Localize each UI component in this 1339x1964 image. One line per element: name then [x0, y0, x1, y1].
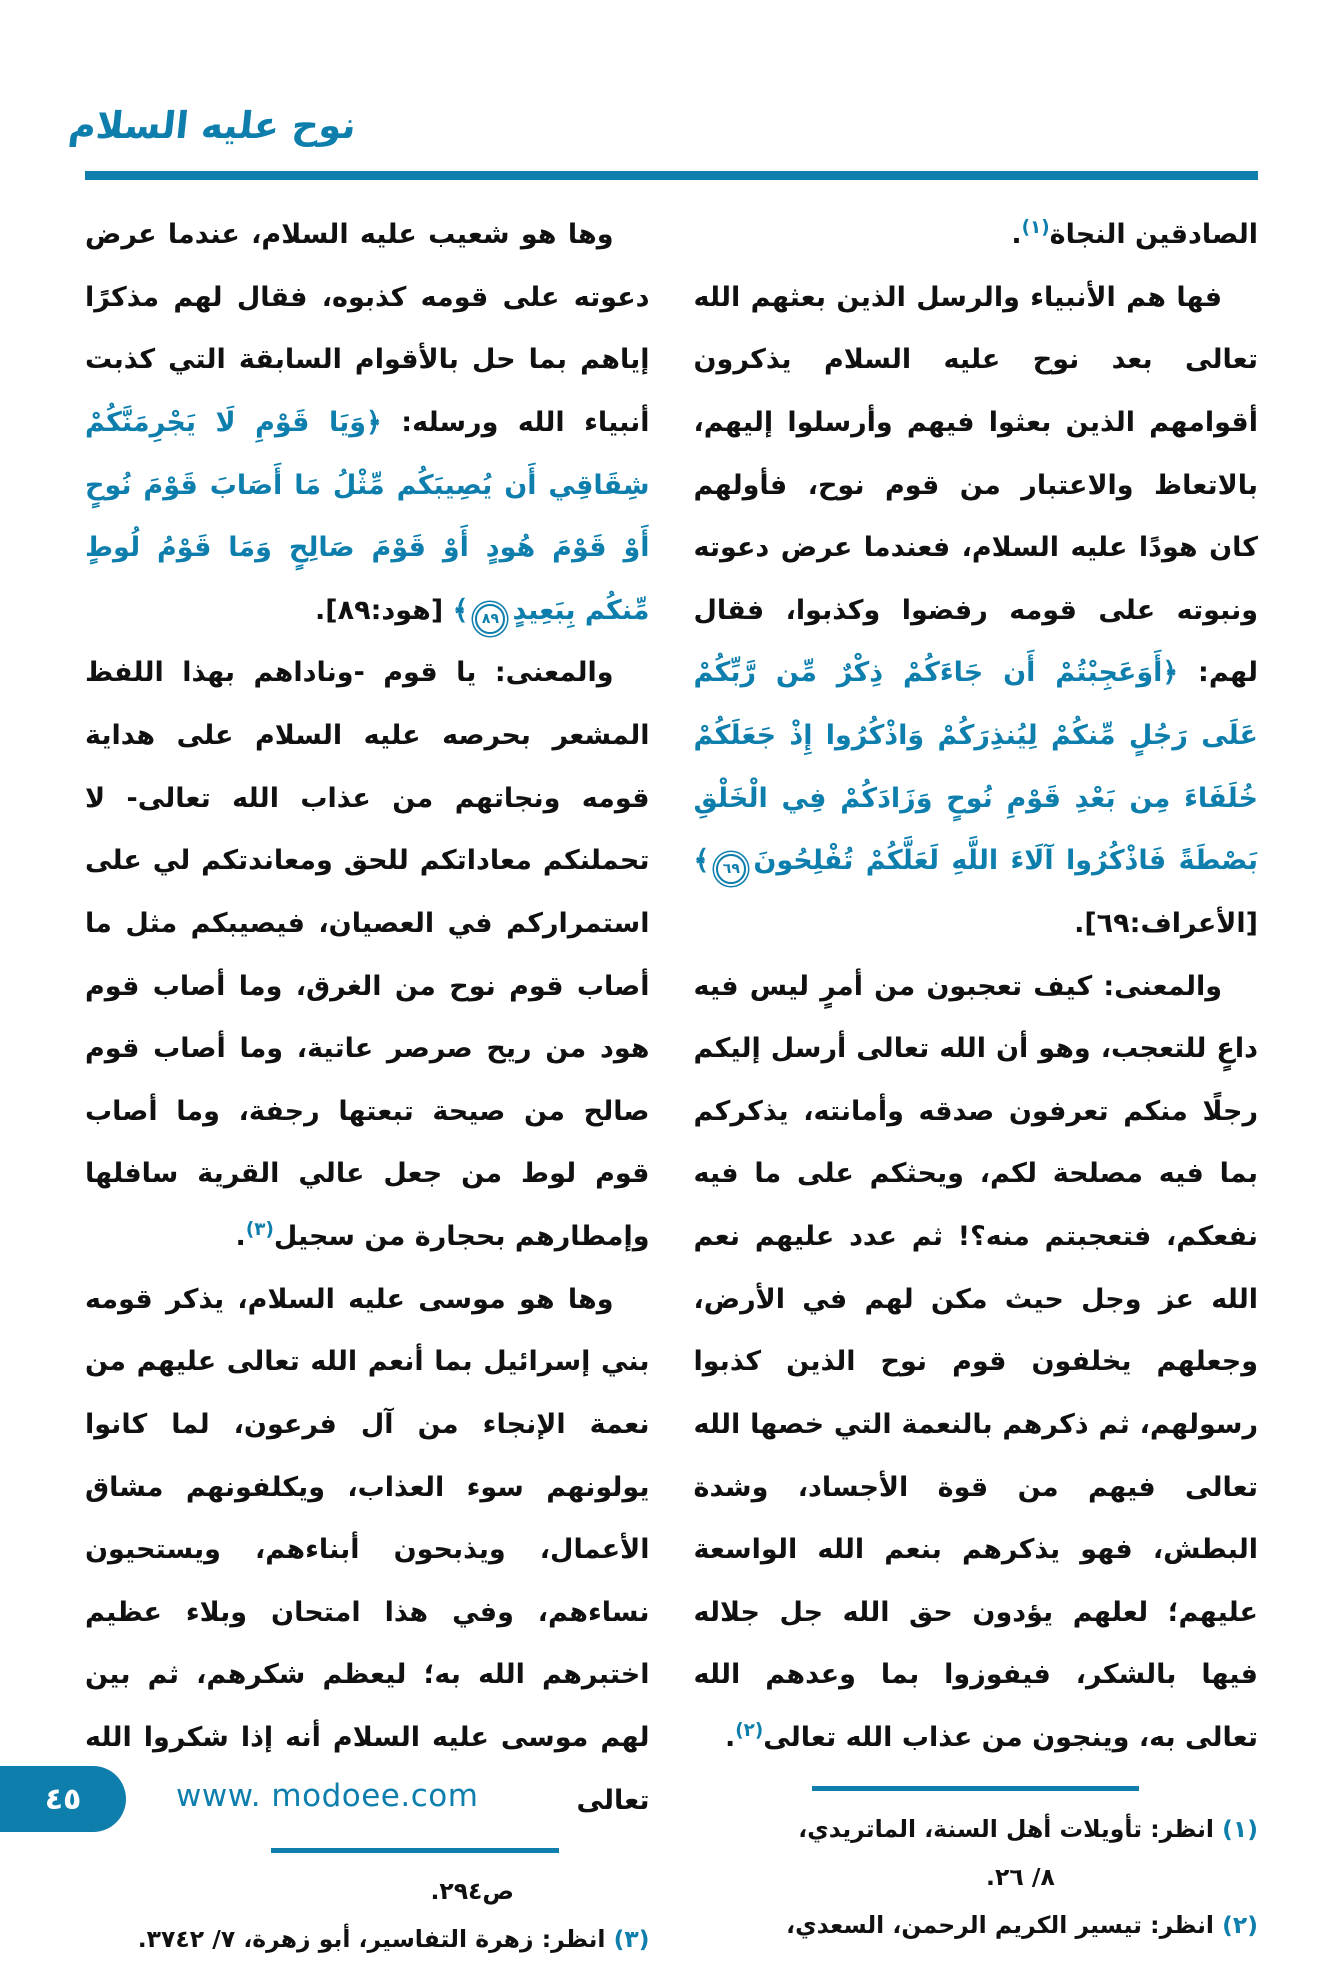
- footnote-ref-marker: (٣): [245, 1219, 274, 1240]
- page-number-badge: [0, 1766, 126, 1832]
- footnote-ref-marker: (٢): [735, 1720, 764, 1741]
- body-text: انظر: تأويلات أهل السنة، الماتريدي،: [798, 1814, 1214, 1843]
- paragraph: [85, 1269, 650, 1833]
- ayah-number-badge: ٦٩: [716, 854, 746, 884]
- body-text: فها هم الأنبياء والرسل الذين بعثهم الله تعالى بعد نوح عليه السلام يذكرون أقوامهم الذين بعثوا فيهم وأرسلوا إليهم، بالاتعاظ والاعتبار من قوم نوح، فأولهم كان هودًا عليه السلام، فعندما عرض دعوته ونبوته على قومه رفضوا وكذبوا، فقال لهم:: [693, 281, 1258, 689]
- body-text: انظر: زهرة التفاسير، أبو زهرة، ٧/ ٣٧٤٢.: [137, 1925, 606, 1954]
- body-text: [الأعراف:٦٩].: [1074, 907, 1258, 939]
- paragraph: [694, 267, 1259, 956]
- running-header-title: نوح عليه السلام: [66, 104, 359, 147]
- footnote-marker: (٣): [605, 1925, 650, 1954]
- footnote-continuation: [85, 1867, 514, 1915]
- quran-verse-text: ﴾: [452, 594, 469, 626]
- footnote-marker: (١): [1213, 1814, 1258, 1843]
- body-text: .: [1011, 219, 1022, 250]
- footnote-separator: [812, 1786, 1139, 1791]
- footnote-ref-marker: (١): [1021, 217, 1050, 238]
- body-text: [هود:٨٩].: [315, 594, 453, 626]
- paragraph: [85, 204, 650, 642]
- paragraph: [694, 956, 1259, 1770]
- quran-verse-text: ﴿أَوَعَجِبْتُمْ أَن جَاءَكُمْ ذِكْرٌ مِّن رَّبِّكُمْ عَلَى رَجُلٍ مِّنكُمْ لِيُنذِرَكُمْ وَاذْكُرُوا إِذْ جَعَلَكُمْ خُلَفَاءَ مِن بَعْدِ قَوْمِ نُوحٍ وَزَادَكُمْ فِي الْخَلْقِ بَصْطَةً فَاذْكُرُوا آلَاءَ اللَّهِ لَعَلَّكُمْ تُفْلِحُونَ: [693, 657, 1258, 877]
- footnote-separator: [271, 1848, 559, 1853]
- ayah-number-badge: ٨٩: [475, 604, 505, 634]
- footnote-marker: (٢): [1213, 1910, 1258, 1939]
- footnote-continuation: [694, 1853, 1055, 1901]
- body-text: انظر: تيسير الكريم الرحمن، السعدي،: [786, 1910, 1214, 1939]
- paragraph: [694, 204, 1259, 267]
- body-text: وها هو موسى عليه السلام، يذكر قومه بني إسرائيل بما أنعم الله تعالى عليهم من نعمة الإنجاء من آل فرعون، لما كانوا يولونهم سوء العذاب، ويكلفونهم مشاق الأعمال، ويذبحون أبناءهم، ويستحيون نساءهم، وفي هذا امتحان وبلاء عظيم اختبرهم الله به؛ ليعظم شكرهم، ثم بين لهم موسى عليه السلام أنه إذا شكروا الله تعالى: [85, 1283, 650, 1816]
- header-rule: [85, 171, 1258, 180]
- footnote: [694, 1805, 1259, 1853]
- body-text: ص٢٩٤.: [430, 1877, 515, 1906]
- body-text: والمعنى: يا قوم -وناداهم بهذا اللفظ المشعر بحرصه عليه السلام على هداية قومه ونجاتهم من عذاب الله تعالى- لا تحملنكم معاداتكم للحق ومعاندتكم لي على استمراركم في العصيان، فيصيبكم مثل ما أصاب قوم نوح من الغرق، وما أصاب قوم هود من ريح صرصر عاتية، وما أصاب قوم صالح من صيحة تبعتها رجفة، وما أصاب قوم لوط من جعل عالي القرية سافلها وإمطارهم بحجارة من سجيل: [85, 657, 650, 1252]
- body-text: وها هو شعيب عليه السلام، عندما عرض دعوته على قومه كذبوه، فقال لهم مذكرًا إياهم بما حل بالأقوام السابقة التي كذبت أنبياء الله ورسله:: [85, 219, 650, 438]
- quran-verse-text: ﴾: [693, 845, 710, 877]
- body-text: ٨/ ٢٦.: [986, 1862, 1055, 1891]
- quran-verse-text: ﴿وَيَا قَوْمِ لَا يَجْرِمَنَّكُمْ شِقَاقِي أَن يُصِيبَكُم مِّثْلُ مَا أَصَابَ قَوْمَ نُوحٍ أَوْ قَوْمَ هُودٍ أَوْ قَوْمَ صَالِحٍ وَمَا قَوْمُ لُوطٍ مِّنكُم بِبَعِيدٍ: [85, 406, 650, 626]
- page-number: ٤٥: [44, 1781, 82, 1817]
- body-text: الصادقين النجاة: [1049, 219, 1258, 250]
- website-text: www. modoee.com: [176, 1778, 479, 1814]
- column-right: [693, 204, 1259, 1939]
- footnote: [85, 1915, 650, 1963]
- body-text: والمعنى: كيف تعجبون من أمرٍ ليس فيه داعٍ للتعجب، وهو أن الله تعالى أرسل إليكم رجلًا منكم تعرفون صدقه وأمانته، يذكركم بما فيه مصلحة لكم، ويحثكم على ما فيه نفعكم، فتعجبتم منه؟! ثم عدد عليهم نعم الله عز وجل حيث مكن لهم في الأرض، وجعلهم يخلفون قوم نوح الذين كذبوا رسولهم، ثم ذكرهم بالنعمة التي خصها الله تعالى فيهم من قوة الأجساد، وشدة البطش، فهو يذكرهم بنعم الله الواسعة عليهم؛ لعلهم يؤدون حق الله جل جلاله فيها بالشكر، فيفوزوا بما وعدهم الله تعالى به، وينجون من عذاب الله تعالى: [693, 970, 1258, 1753]
- footnote: [694, 1901, 1259, 1949]
- paragraph: [85, 642, 650, 1268]
- body-text: .: [235, 1221, 246, 1252]
- body-text: .: [724, 1722, 736, 1753]
